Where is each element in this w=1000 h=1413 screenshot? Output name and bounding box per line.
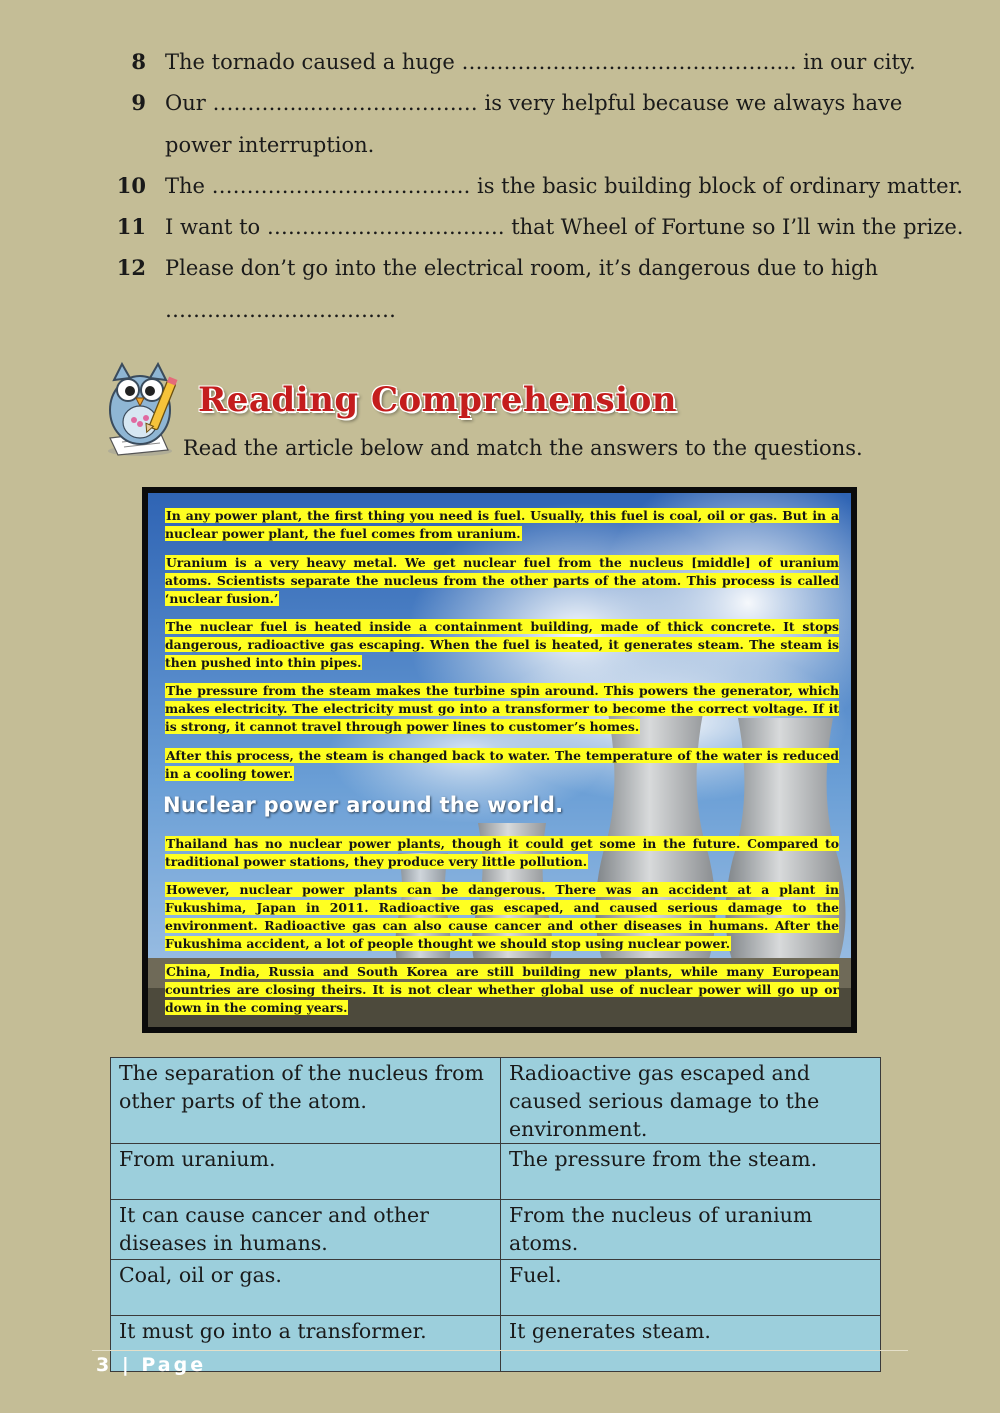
section-instruction: Read the article below and match the answers to the questions. [183,436,863,460]
table-row [111,1260,881,1316]
question-12 [0,251,1000,285]
owl-pencil-icon [100,358,186,458]
article-paragraph: Uranium is a very heavy metal. We get nuclear fuel from the nucleus [middle] of uranium atoms. Scientists separate the nucleus from the other parts of the atom. This process is called ‘nuclear fusion.’ [165,555,839,606]
question-12-continued [0,293,1000,327]
article-paragraph: In any power plant, the first thing you need is fuel. Usually, this fuel is coal, oil or gas. But in a nuclear power plant, the fuel comes from uranium. [165,508,839,541]
question-10 [0,169,1000,203]
table-row [111,1200,881,1260]
question-text: The tornado caused a huge ………………………………………... in our city. [165,50,916,74]
page-number: 3 | Page [96,1354,207,1376]
question-text: The ………………………………. is the basic building block of ordinary matter. [165,174,963,198]
table-cell: The separation of the nucleus from other parts of the atom. [111,1058,501,1144]
question-number: 9 [131,90,146,115]
table-row [111,1144,881,1200]
question-8 [0,45,1000,79]
question-number: 12 [116,255,146,280]
table-cell: From uranium. [111,1144,501,1200]
question-text: I want to ……………………………. that Wheel of Fortune so I’ll win the prize. [165,215,964,239]
question-number: 10 [116,173,146,198]
table-cell: Coal, oil or gas. [111,1260,501,1316]
footer-divider [92,1350,908,1351]
table-cell: From the nucleus of uranium atoms. [501,1200,881,1260]
question-text: Please don’t go into the electrical room, it’s dangerous due to high [165,256,879,280]
article-image [142,487,857,1033]
question-number: 8 [131,49,146,74]
question-text: Our …………..…………………… is very helpful because we always have [165,91,903,115]
section-title: Reading Comprehension [198,380,677,420]
article-paragraph: Thailand has no nuclear power plants, though it could get some in the future. Compared to traditional power stations, they produce very little pollution. [165,836,839,869]
question-text: …………………………… [165,298,396,322]
table-cell: It must go into a transformer. [111,1316,501,1372]
question-number: 11 [116,214,146,239]
table-cell: Radioactive gas escaped and caused serious damage to the environment. [501,1058,881,1144]
article-paragraph: The pressure from the steam makes the turbine spin around. This powers the generator, which makes electricity. The electricity must go into a transformer to become the correct voltage. If it is strong, it cannot travel through power lines to customer’s homes. [165,683,839,734]
table-cell: It generates steam. [501,1316,881,1372]
question-9 [0,86,1000,120]
table-row [111,1316,881,1372]
table-row [111,1058,881,1144]
article-paragraph: However, nuclear power plants can be dangerous. There was an accident at a plant in Fukushima, Japan in 2011. Radioactive gas escaped, and caused serious damage to the environment. Radioactive gas can also cause cancer and other diseases in humans. After the Fukushima accident, a lot of people thought we should stop using nuclear power. [165,882,839,951]
table-cell: It can cause cancer and other diseases in humans. [111,1200,501,1260]
question-text: power interruption. [165,133,375,157]
question-9-continued [0,128,1000,162]
matching-table [110,1057,881,1372]
article-subheading: Nuclear power around the world. [163,793,564,817]
question-11 [0,210,1000,244]
table-cell: The pressure from the steam. [501,1144,881,1200]
article-paragraph: China, India, Russia and South Korea are still building new plants, while many European countries are closing theirs. It is not clear whether global use of nuclear power will go up or down in the coming years. [165,964,839,1015]
article-paragraph: After this process, the steam is changed back to water. The temperature of the water is reduced in a cooling tower. [165,748,839,781]
article-paragraph: The nuclear fuel is heated inside a containment building, made of thick concrete. It stops dangerous, radioactive gas escaping. When the fuel is heated, it generates steam. The steam is then pushed into thin pipes. [165,619,839,670]
table-cell: Fuel. [501,1260,881,1316]
